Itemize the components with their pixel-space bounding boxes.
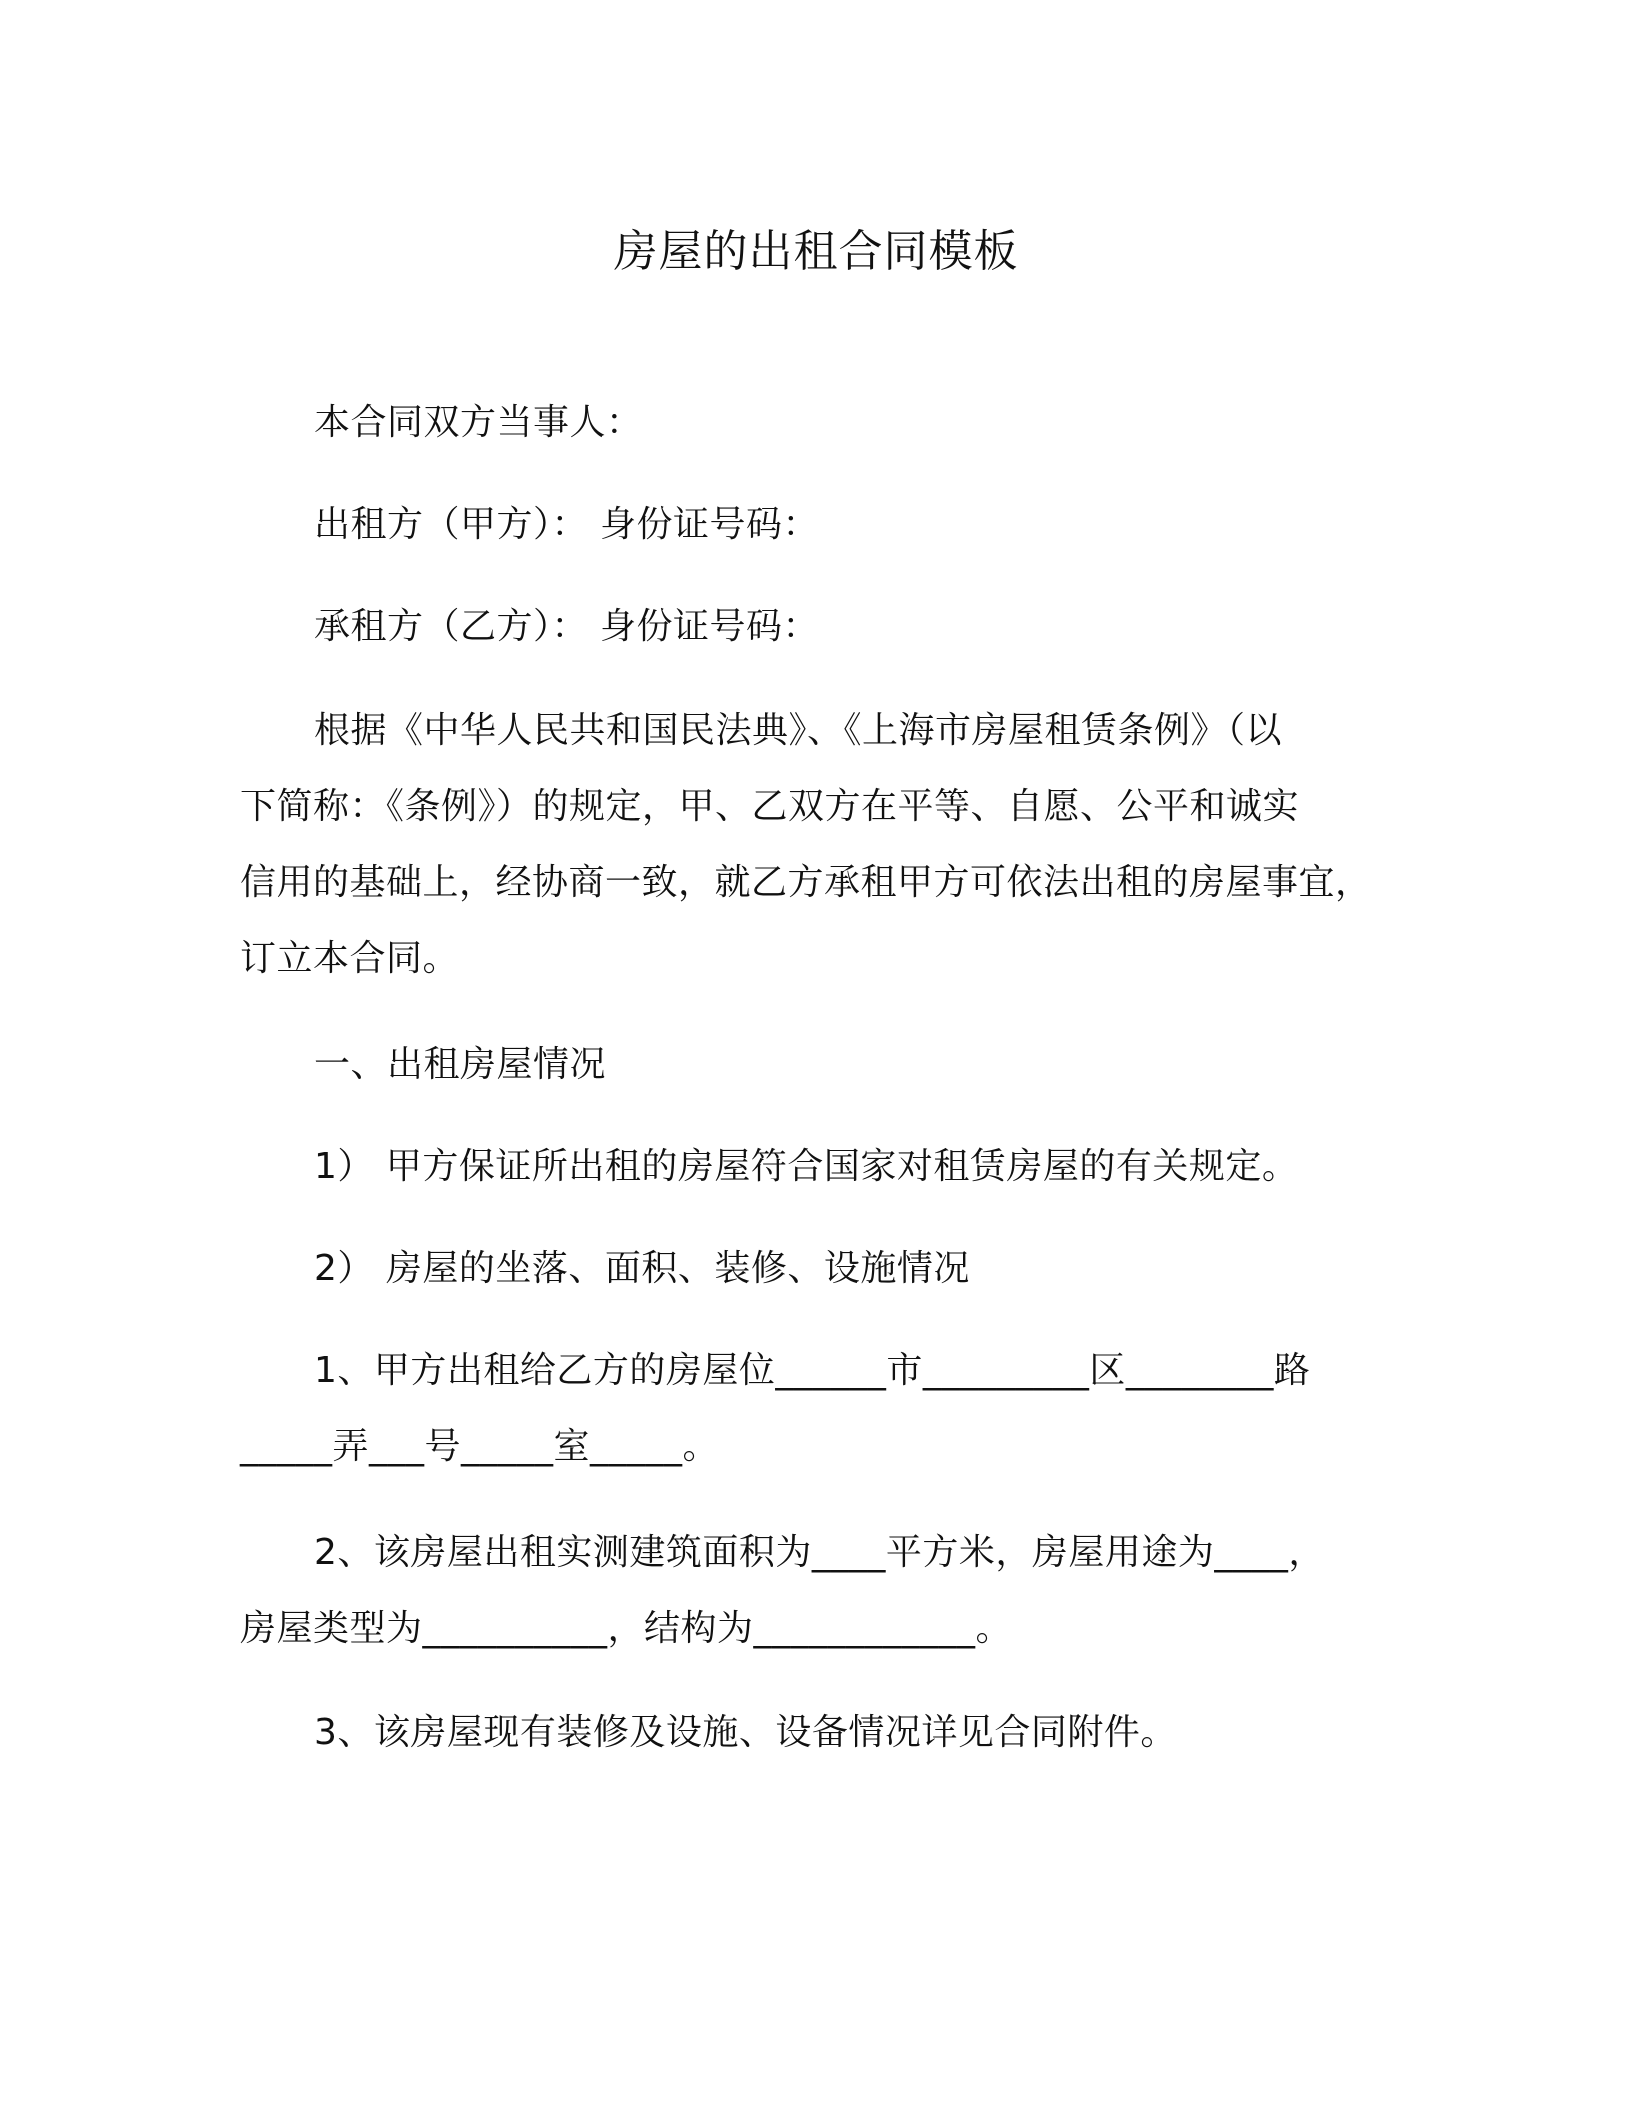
document-title: 房屋的出租合同模板 xyxy=(613,226,1019,277)
preamble-line-4: 订立本合同。 xyxy=(240,938,460,979)
parties-heading: 本合同双方当事人： xyxy=(314,402,643,443)
address-line-1: 1、甲方出租给乙方的房屋位______市_________区________路 xyxy=(314,1350,1311,1391)
area-line-1: 2、该房屋出租实测建筑面积为____平方米，房屋用途为____， xyxy=(314,1532,1325,1573)
lessor-line: 出租方（甲方）： 身份证号码： xyxy=(314,504,819,545)
lessee-line: 承租方（乙方）： 身份证号码： xyxy=(314,606,819,647)
preamble-line-3: 信用的基础上，经协商一致，就乙方承租甲方可依法出租的房屋事宜， xyxy=(240,862,1372,903)
section-heading-1: 一、出租房屋情况 xyxy=(314,1044,607,1085)
area-line-2: 房屋类型为__________，结构为____________。 xyxy=(240,1608,1013,1649)
facilities-line: 3、该房屋现有装修及设施、设备情况详见合同附件。 xyxy=(314,1712,1177,1753)
clause-1-1: 1） 甲方保证所出租的房屋符合国家对租赁房屋的有关规定。 xyxy=(314,1146,1299,1187)
address-line-2: _____弄___号_____室_____。 xyxy=(240,1426,720,1467)
clause-1-2: 2） 房屋的坐落、面积、装修、设施情况 xyxy=(314,1248,970,1289)
preamble-line-1: 根据《中华人民共和国民法典》、《上海市房屋租赁条例》（以 xyxy=(314,710,1283,751)
preamble-line-2: 下简称：《条例》）的规定，甲、乙双方在平等、自愿、公平和诚实 xyxy=(240,786,1300,827)
